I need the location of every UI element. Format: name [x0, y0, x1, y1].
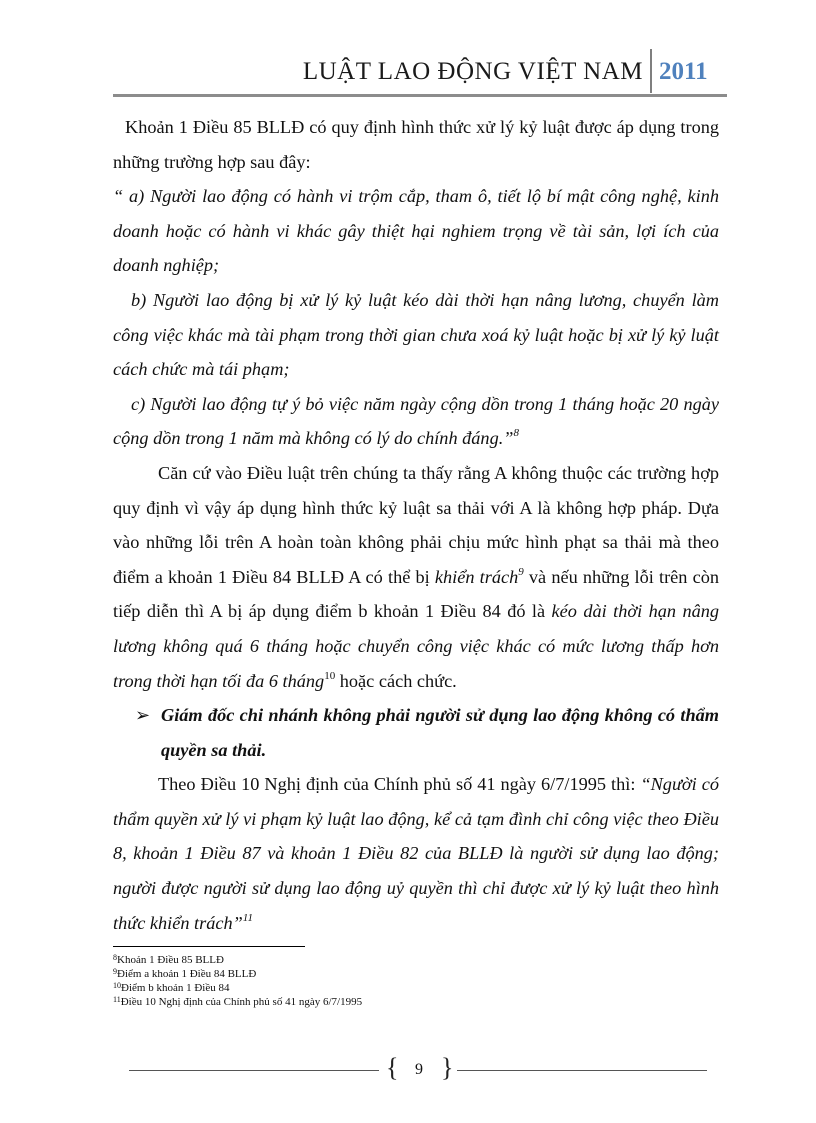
footnote-number: 9: [113, 967, 117, 976]
section-heading: [113, 698, 719, 767]
page-header: [113, 45, 727, 97]
footnote-number: 8: [113, 953, 117, 962]
paragraph-analysis: [113, 456, 719, 698]
paragraph-intro: Khoản 1 Điều 85 BLLĐ có quy định hình thức xử lý kỷ luật được áp dụng trong những trường hợp sau đây:: [113, 117, 719, 172]
page-number: 9: [415, 1061, 423, 1078]
quote-item-a: “ a) Người lao động có hành vi trộm cắp, tham ô, tiết lộ bí mật công nghệ, kinh doanh hoặc có hành vi khác gây thiệt hại nghiem trọng về tài sản, lợi ích của doanh nghiệp;: [113, 186, 719, 276]
footnote-text: Điểm b khoản 1 Điều 84: [121, 982, 230, 994]
analysis-emphasis-2: kéo dài thời hạn nâng lương không quá 6 tháng hoặc chuyển công việc khác có mức lương thấp hơn trong thời hạn tối đa 6 tháng: [113, 601, 720, 691]
document-body: [113, 110, 719, 940]
analysis-text-2: và nếu những lỗi trên còn tiếp diễn thì A bị áp dụng điểm b khoản 1 Điều 84 đó là: [113, 566, 719, 622]
quote-item-b: b) Người lao động bị xử lý kỷ luật kéo dài thời hạn nâng lương, chuyển làm công việc khác mà tài phạm trong thời gian chưa xoá kỷ luật hoặc bị xử lý kỷ luật cách chức mà tái phạm;: [113, 289, 719, 380]
footer-line-right: [457, 1070, 707, 1071]
decree-text: Theo Điều 10 Nghị định của Chính phủ số 41 ngày 6/7/1995 thì:: [158, 774, 641, 795]
decree-quote: “Người có thẩm quyền xử lý vi phạm kỷ luật lao động, kể cả tạm đình chỉ công việc theo Điều 8, khoản 1 Điều 87 và khoản 1 Điều 82 của BLLĐ là người sử dụng lao động; người được người sử dụng lao động uỷ quyền thì chỉ được xử lý kỷ luật theo hình thức khiển trách”: [113, 774, 720, 933]
analysis-text-1: Căn cứ vào Điều luật trên chúng ta thấy rằng A không thuộc các trường hợp quy định vì vậy áp dụng hình thức kỷ luật sa thải với A là không hợp pháp. Dựa vào những lỗi trên A hoàn toàn không phải chịu mức hình phạt sa thải mà theo điểm a khoản 1 Điều 84 BLLĐ A có thể bị: [113, 462, 719, 587]
footnote-item: [113, 995, 362, 1009]
analysis-text-3: hoặc cách chức.: [335, 670, 457, 691]
footnote-text: Khoản 1 Điều 85 BLLĐ: [117, 954, 224, 966]
header-rule: [113, 94, 727, 97]
footer-line-left: [129, 1070, 379, 1071]
footnote-ref-10[interactable]: 10: [324, 669, 336, 682]
quote-item-c-text: c) Người lao động tự ý bỏ việc năm ngày cộng dồn trong 1 tháng hoặc 20 ngày cộng dồn trong 1 năm mà không có lý do chính đáng.”: [113, 393, 719, 449]
paragraph-decree: [113, 767, 719, 940]
arrow-bullet-icon: ➢: [135, 705, 151, 726]
footnote-ref-11[interactable]: 11: [242, 911, 253, 924]
footnote-text: Điều 10 Nghị định của Chính phủ số 41 ngày 6/7/1995: [120, 996, 363, 1008]
left-brace-icon: {: [386, 1053, 399, 1082]
footnote-number: 11: [113, 995, 121, 1004]
quote-item-c: [113, 387, 719, 456]
footnote-item: [113, 953, 362, 967]
right-brace-icon: }: [441, 1053, 454, 1082]
footnote-item: [113, 967, 362, 981]
section-heading-text: Giám đốc chi nhánh không phải người sử dụng lao động không có thẩm quyền sa thải.: [161, 705, 719, 760]
footnotes: [113, 953, 362, 1009]
header-separator: [650, 49, 652, 93]
footnote-ref-8[interactable]: 8: [513, 427, 519, 440]
header-year: 2011: [659, 58, 708, 85]
footnote-ref-9[interactable]: 9: [518, 565, 524, 578]
analysis-emphasis-1: khiển trách: [434, 566, 519, 587]
page-footer: [129, 1053, 707, 1086]
footnote-number: 10: [113, 981, 121, 990]
footnote-separator: [113, 946, 305, 947]
footnote-text: Điểm a khoản 1 Điều 84 BLLĐ: [117, 968, 257, 980]
footnote-item: [113, 981, 362, 995]
header-title: LUẬT LAO ĐỘNG VIỆT NAM: [302, 58, 643, 85]
